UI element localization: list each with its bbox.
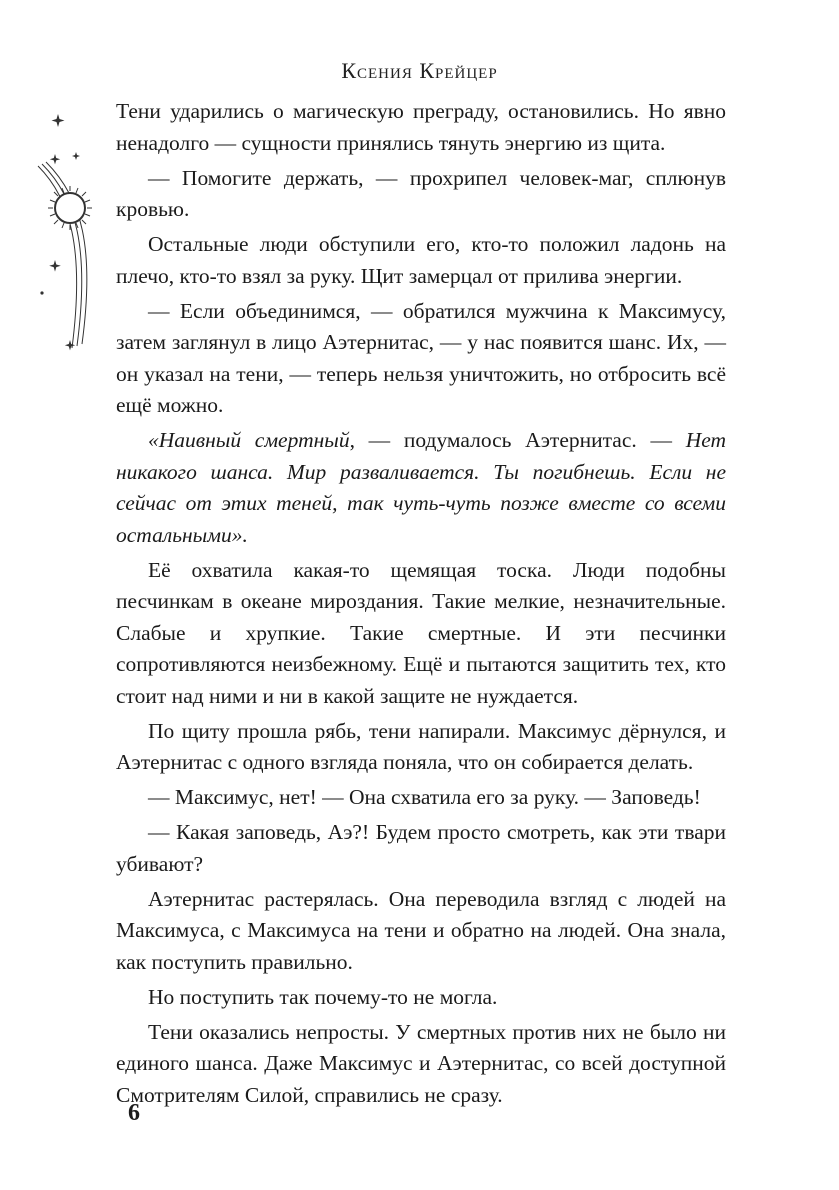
paragraph: Остальные люди обступили его, кто-то положил ладонь на плечо, кто-то взял за руку. Щит замерцал от прилива энергии.	[116, 232, 726, 288]
paragraph: Но поступить так почему-то не могла.	[148, 984, 498, 1009]
paragraph: — Какая заповедь, Аэ?! Будем просто смотреть, как эти твари убивают?	[116, 820, 726, 876]
paragraph: Её охватила какая-то щемящая тоска. Люди подобны песчинкам в океане мироздания. Такие мелкие, незначительные. Слабые и хрупкие. Такие смертные. И эти песчинки сопротивляются неизбежному. Ещё и пытаются защитить тех, кто стоит над ними и ни в какой защите не нуждается.	[116, 557, 726, 708]
paragraph: По щиту прошла рябь, тени напирали. Максимус дёрнулся, и Аэтернитас с одного взгляда поняла, что он собирается делать.	[116, 718, 726, 774]
paragraph: Тени ударились о магическую преграду, остановились. Но явно ненадолго — сущности принялись тянуть энергию из щита.	[116, 99, 726, 155]
thought-attribution: , — подумалось Аэтернитас. —	[349, 428, 686, 452]
italic-thought-1: «Наивный смертный	[148, 428, 350, 452]
page-number: 6	[128, 1100, 140, 1126]
paragraph: — Если объединимся, — обратился мужчина к Максимусу, затем заглянул в лицо Аэтернитас, — у нас появится шанс. Их, — он указал на тени, — теперь нельзя уничтожить, но отбросить всё ещё можно.	[116, 298, 726, 417]
italic-thought-2: Нет никакого шанса. Мир разваливается. Ты погибнешь. Если не сейчас от этих теней, так чуть-чуть позже вместе со всеми остальными».	[116, 428, 726, 547]
paragraph: Тени оказались непросты. У смертных против них не было ни единого шанса. Даже Максимус и Аэтернитас, со всей доступной Смотрителям Силой, справились не сразу.	[116, 1019, 726, 1107]
paragraph: — Помогите держать, — прохрипел человек-маг, сплюнув кровью.	[116, 165, 726, 221]
paragraph-thought	[116, 425, 726, 551]
paragraph: — Максимус, нет! — Она схватила его за руку. — Заповедь!	[148, 785, 701, 809]
sun-star-ornament-icon	[30, 108, 110, 358]
running-header-author: Ксения Крейцер	[341, 58, 498, 83]
body-text	[116, 96, 726, 1115]
paragraph: Аэтернитас растерялась. Она переводила взгляд с людей на Максимуса, с Максимуса на тени и обратно на людей. Она знала, как поступить правильно.	[116, 886, 726, 974]
